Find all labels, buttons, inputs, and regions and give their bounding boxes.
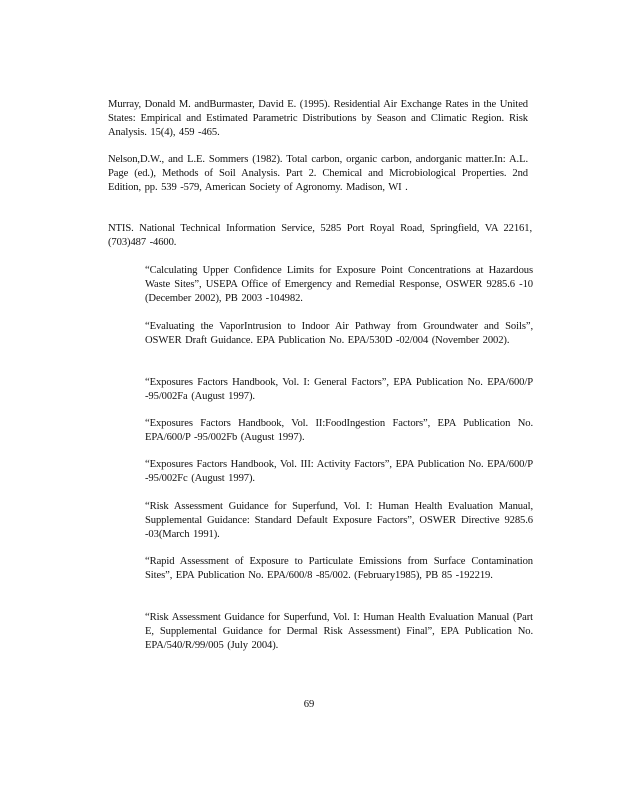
ntis-entry-risk-assessment-default-factors: “Risk Assessment Guidance for Superfund, Vol. I: Human Health Evaluation Manual, Supplemental Guidance: Standard Default Exposure Factors”, OSWER Directive 9285.6 -03(March 1991). bbox=[145, 500, 533, 540]
ntis-entry-rapid-assessment: “Rapid Assessment of Exposure to Particulate Emissions from Surface Contamination Sites”, EPA Publication No. EPA/600/8 -85/002. (February1985), PB 85 -192219. bbox=[145, 555, 533, 581]
ntis-entry-exposure-factors-vol3: “Exposures Factors Handbook, Vol. III: Activity Factors”, EPA Publication No. EPA/600/P -95/002Fc (August 1997). bbox=[145, 458, 533, 484]
reference-nelson: Nelson,D.W., and L.E. Sommers (1982). Total carbon, organic carbon, andorganic matter.In: A.L. Page (ed.), Methods of Soil Analysis. Part 2. Chemical and Microbiological Properties. 2nd Edition, pp. 539 -579, American Society of Agronomy. Madison, WI . bbox=[108, 153, 528, 193]
reference-murray: Murray, Donald M. andBurmaster, David E. (1995). Residential Air Exchange Rates in the United States: Empirical and Estimated Parametric Distributions by Season and Climatic Region. Risk Analysis. 15(4), 459 -465. bbox=[108, 98, 528, 138]
reference-ntis: NTIS. National Technical Information Service, 5285 Port Royal Road, Springfield, VA 22161, (703)487 -4600. bbox=[108, 222, 532, 248]
ntis-entry-exposure-factors-vol1: “Exposures Factors Handbook, Vol. I: General Factors”, EPA Publication No. EPA/600/P -95/002Fa (August 1997). bbox=[145, 376, 533, 402]
ntis-entry-upper-confidence-limits: “Calculating Upper Confidence Limits for Exposure Point Concentrations at Hazardous Waste Sites”, USEPA Office of Emergency and Remedial Response, OSWER 9285.6 -10 (December 2002), PB 2003 -104982. bbox=[145, 264, 533, 304]
page-number: 69 bbox=[303, 699, 315, 710]
ntis-entry-vapor-intrusion: “Evaluating the VaporIntrusion to Indoor Air Pathway from Groundwater and Soils”, OSWER Draft Guidance. EPA Publication No. EPA/530D -02/004 (November 2002). bbox=[145, 320, 533, 346]
ntis-entry-risk-assessment-dermal: “Risk Assessment Guidance for Superfund, Vol. I: Human Health Evaluation Manual (Part E, Supplemental Guidance for Dermal Risk Assessment) Final”, EPA Publication No. EPA/540/R/99/005 (July 2004). bbox=[145, 611, 533, 651]
ntis-entry-exposure-factors-vol2: “Exposures Factors Handbook, Vol. II:FoodIngestion Factors”, EPA Publication No. EPA/600/P -95/002Fb (August 1997). bbox=[145, 417, 533, 443]
